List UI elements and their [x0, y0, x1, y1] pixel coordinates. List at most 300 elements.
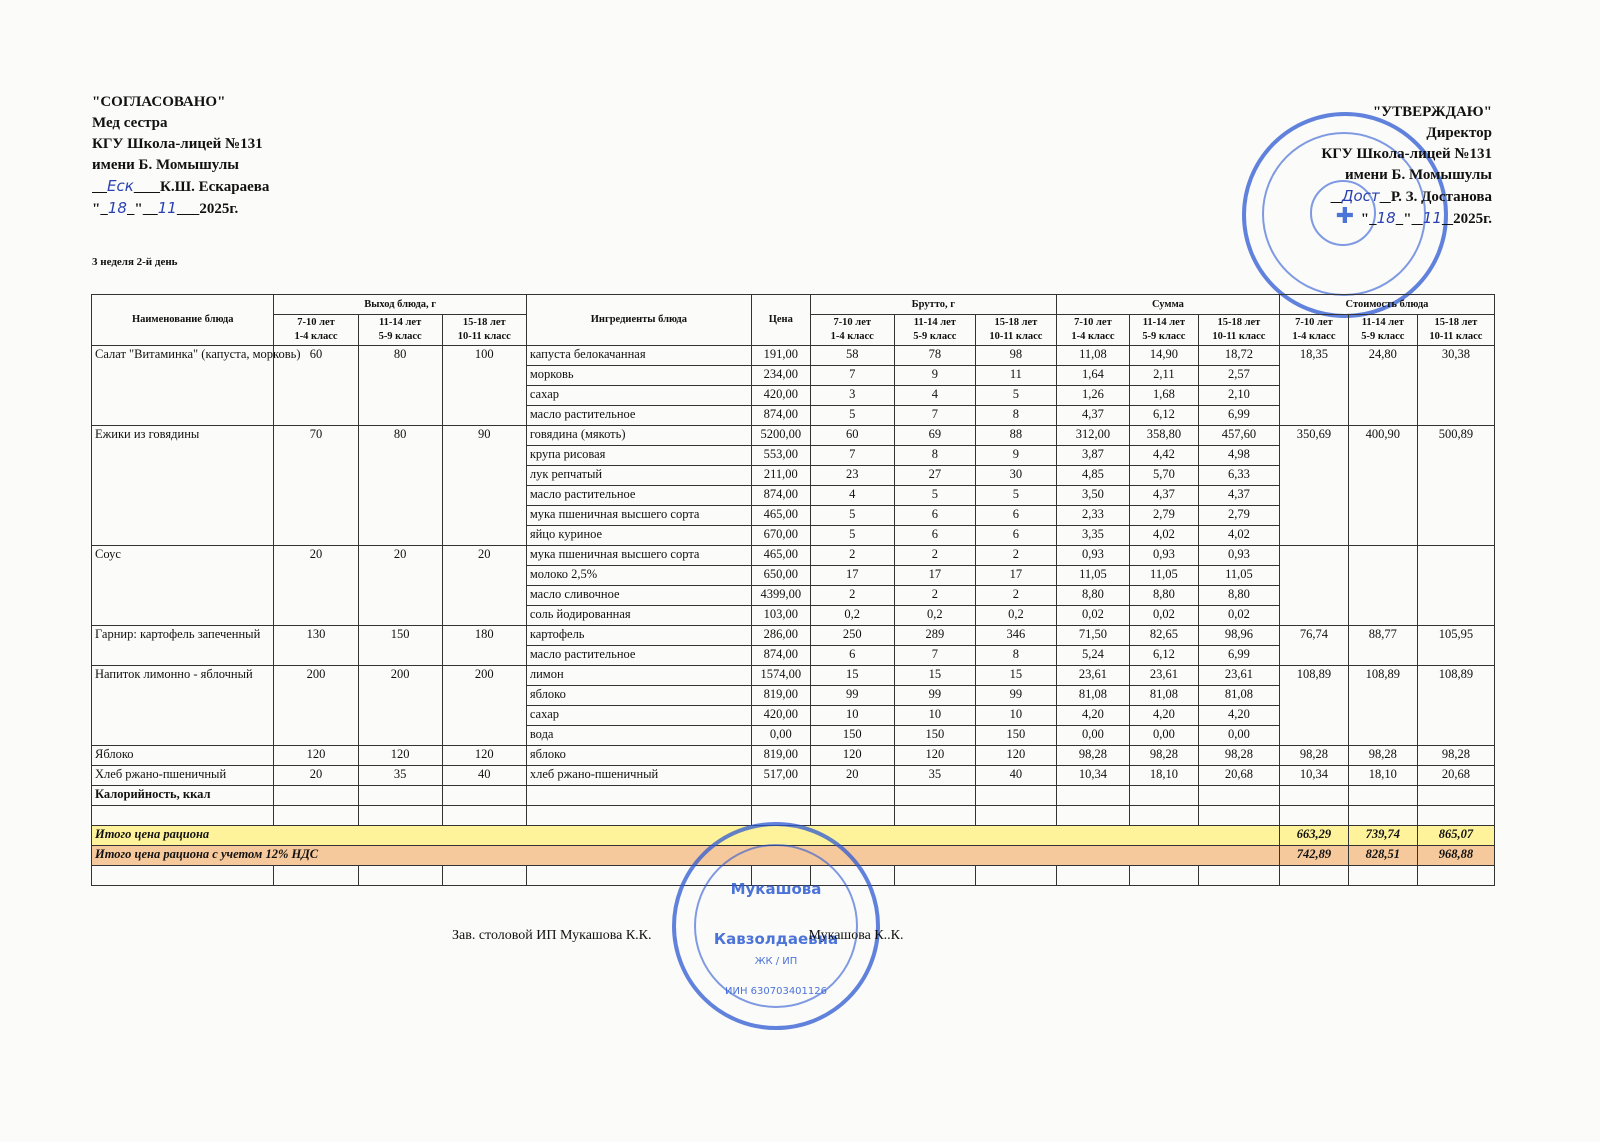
- brutto-value: 2: [894, 546, 975, 566]
- brutto-value: 10: [975, 706, 1056, 726]
- brutto-value: 98: [975, 346, 1056, 366]
- brutto-value: 7: [810, 446, 894, 466]
- sum-value: 1,68: [1129, 386, 1198, 406]
- sum-value: 2,33: [1056, 506, 1129, 526]
- date-day: 18: [1376, 209, 1396, 227]
- dish-cost: 10,34: [1279, 766, 1348, 786]
- brutto-value: 0,2: [975, 606, 1056, 626]
- empty-cell: [274, 786, 358, 806]
- brutto-value: 120: [810, 746, 894, 766]
- sum-value: 10,34: [1056, 766, 1129, 786]
- brutto-value: 150: [810, 726, 894, 746]
- sum-value: 18,10: [1129, 766, 1198, 786]
- dish-cost: 105,95: [1417, 626, 1494, 666]
- ip-stamp: [672, 822, 880, 1030]
- brutto-value: 2: [975, 586, 1056, 606]
- date-line: " 18 " 11 2025г.: [1360, 209, 1492, 227]
- sum-value: 0,93: [1198, 546, 1279, 566]
- total-value: 828,51: [1348, 846, 1417, 866]
- total-value: 742,89: [1279, 846, 1348, 866]
- sum-value: 4,98: [1198, 446, 1279, 466]
- sum-value: 4,37: [1056, 406, 1129, 426]
- brutto-value: 6: [975, 526, 1056, 546]
- approval-title: "УТВЕРЖДАЮ": [1372, 104, 1492, 120]
- sum-value: 81,08: [1129, 686, 1198, 706]
- dish-name: Напиток лимонно - яблочный: [92, 666, 274, 746]
- empty-cell: [526, 786, 751, 806]
- brutto-value: 15: [894, 666, 975, 686]
- sum-value: 82,65: [1129, 626, 1198, 646]
- dish-cost: [1279, 546, 1348, 626]
- header-age-group: 15-18 лет 10-11 класс: [1417, 315, 1494, 346]
- ingredient-price: 553,00: [751, 446, 810, 466]
- header-age-group: 7-10 лет 1-4 класс: [1056, 315, 1129, 346]
- sum-value: 0,00: [1056, 726, 1129, 746]
- empty-cell: [442, 786, 526, 806]
- ingredient-price: 191,00: [751, 346, 810, 366]
- brutto-value: 15: [975, 666, 1056, 686]
- sum-value: 2,10: [1198, 386, 1279, 406]
- empty-cell: [92, 806, 274, 826]
- sum-value: 11,05: [1198, 566, 1279, 586]
- brutto-value: 17: [975, 566, 1056, 586]
- total-label: Итого цена рациона: [92, 826, 1280, 846]
- empty-cell: [1198, 786, 1279, 806]
- dish-output: 35: [358, 766, 442, 786]
- total-value: 968,88: [1417, 846, 1494, 866]
- dish-output: 70: [274, 426, 358, 546]
- empty-cell: [442, 806, 526, 826]
- sum-value: 4,02: [1198, 526, 1279, 546]
- dish-output: 20: [358, 546, 442, 626]
- ingredient-price: 465,00: [751, 546, 810, 566]
- brutto-value: 5: [894, 486, 975, 506]
- week-day-label: 3 неделя 2-й день: [92, 256, 178, 268]
- sum-value: 0,02: [1198, 606, 1279, 626]
- sum-value: 2,79: [1198, 506, 1279, 526]
- stamp-name-2: Кавзолдаевна: [713, 930, 839, 948]
- sum-value: 23,61: [1056, 666, 1129, 686]
- sum-value: 98,28: [1129, 746, 1198, 766]
- empty-cell: [1129, 806, 1198, 826]
- sum-value: 4,42: [1129, 446, 1198, 466]
- dish-output: 40: [442, 766, 526, 786]
- dish-output: 100: [442, 346, 526, 426]
- signer-name: Р. З. Достанова: [1390, 189, 1492, 205]
- dish-cost: 98,28: [1348, 746, 1417, 766]
- signer-name: К.Ш. Ескараева: [160, 179, 270, 195]
- ingredient-name: сахар: [526, 386, 751, 406]
- footer-signer: Мукашова К..К.: [808, 928, 904, 943]
- sum-value: 18,72: [1198, 346, 1279, 366]
- ingredient-price: 874,00: [751, 646, 810, 666]
- header-age-group: 15-18 лет 10-11 класс: [1198, 315, 1279, 346]
- brutto-value: 30: [975, 466, 1056, 486]
- brutto-value: 120: [894, 746, 975, 766]
- table-row: [92, 626, 1495, 646]
- brutto-value: 40: [975, 766, 1056, 786]
- header-age-group: 11-14 лет 5-9 класс: [1348, 315, 1417, 346]
- dish-output: 180: [442, 626, 526, 666]
- sum-value: 6,33: [1198, 466, 1279, 486]
- header-age-group: 7-10 лет 1-4 класс: [1279, 315, 1348, 346]
- dish-output: 120: [274, 746, 358, 766]
- brutto-value: 17: [810, 566, 894, 586]
- sum-value: 23,61: [1198, 666, 1279, 686]
- empty-cell: [1279, 786, 1348, 806]
- brutto-value: 5: [810, 406, 894, 426]
- date-month: 11: [1422, 209, 1442, 227]
- sum-value: 11,05: [1129, 566, 1198, 586]
- sum-value: 6,12: [1129, 646, 1198, 666]
- empty-cell: [526, 806, 751, 826]
- sum-value: 3,50: [1056, 486, 1129, 506]
- sum-value: 4,20: [1198, 706, 1279, 726]
- date-month: 11: [157, 199, 177, 217]
- header-dish-name: Наименование блюда: [92, 295, 274, 346]
- header-sum: Сумма: [1056, 295, 1279, 315]
- ingredient-price: 517,00: [751, 766, 810, 786]
- dish-output: 200: [274, 666, 358, 746]
- sum-value: 358,80: [1129, 426, 1198, 446]
- header-age-group: 11-14 лет 5-9 класс: [358, 315, 442, 346]
- date-year: 2025г.: [199, 201, 239, 217]
- header-output: Выход блюда, г: [274, 295, 526, 315]
- calories-row: [92, 786, 1495, 806]
- brutto-value: 5: [810, 526, 894, 546]
- brutto-value: 99: [810, 686, 894, 706]
- sum-value: 2,57: [1198, 366, 1279, 386]
- ingredient-price: 5200,00: [751, 426, 810, 446]
- header-age-group: 11-14 лет 5-9 класс: [894, 315, 975, 346]
- sum-value: 98,28: [1056, 746, 1129, 766]
- ingredient-price: 465,00: [751, 506, 810, 526]
- empty-cell: [751, 786, 810, 806]
- ingredient-name: лимон: [526, 666, 751, 686]
- empty-cell: [1056, 806, 1129, 826]
- dish-name: Соус: [92, 546, 274, 626]
- brutto-value: 9: [975, 446, 1056, 466]
- brutto-value: 5: [975, 386, 1056, 406]
- dish-cost: 108,89: [1348, 666, 1417, 746]
- ingredient-name: яблоко: [526, 686, 751, 706]
- brutto-value: 78: [894, 346, 975, 366]
- ingredient-price: 650,00: [751, 566, 810, 586]
- approval-block-right: [1321, 102, 1492, 230]
- brutto-value: 5: [975, 486, 1056, 506]
- header-age-group: 15-18 лет 10-11 класс: [975, 315, 1056, 346]
- empty-cell: [1417, 806, 1494, 826]
- ingredient-name: соль йодированная: [526, 606, 751, 626]
- empty-cell: [810, 806, 894, 826]
- brutto-value: 2: [810, 546, 894, 566]
- sum-value: 71,50: [1056, 626, 1129, 646]
- table-row: [92, 766, 1495, 786]
- brutto-value: 346: [975, 626, 1056, 646]
- header-price: Цена: [751, 295, 810, 346]
- ingredient-name: крупа рисовая: [526, 446, 751, 466]
- sum-value: 6,99: [1198, 646, 1279, 666]
- brutto-value: 2: [894, 586, 975, 606]
- brutto-value: 11: [975, 366, 1056, 386]
- brutto-value: 0,2: [810, 606, 894, 626]
- empty-cell: [1056, 786, 1129, 806]
- empty-cell: [358, 866, 442, 886]
- sum-value: 8,80: [1056, 586, 1129, 606]
- dish-output: 200: [358, 666, 442, 746]
- school-name: КГУ Школа-лицей №131: [1321, 146, 1492, 162]
- empty-cell: [1129, 786, 1198, 806]
- sum-value: 5,70: [1129, 466, 1198, 486]
- brutto-value: 27: [894, 466, 975, 486]
- sum-value: 1,26: [1056, 386, 1129, 406]
- brutto-value: 17: [894, 566, 975, 586]
- calories-label: Калорийность, ккал: [92, 786, 274, 806]
- sum-value: 4,20: [1129, 706, 1198, 726]
- header-dish-cost: Стоимость блюда: [1279, 295, 1494, 315]
- empty-cell: [1348, 866, 1417, 886]
- brutto-value: 69: [894, 426, 975, 446]
- ingredient-price: 874,00: [751, 406, 810, 426]
- ingredient-name: сахар: [526, 706, 751, 726]
- empty-cell: [1198, 866, 1279, 886]
- dish-output: 20: [442, 546, 526, 626]
- brutto-value: 2: [810, 586, 894, 606]
- dish-cost: 20,68: [1417, 766, 1494, 786]
- sum-value: 11,08: [1056, 346, 1129, 366]
- handwritten-signature: Еск: [107, 177, 134, 195]
- ingredient-price: 286,00: [751, 626, 810, 646]
- dish-cost: 350,69: [1279, 426, 1348, 546]
- brutto-value: 8: [975, 406, 1056, 426]
- empty-cell: [1279, 866, 1348, 886]
- ingredient-price: 819,00: [751, 746, 810, 766]
- handwritten-signature: Дост: [1341, 187, 1380, 205]
- brutto-value: 7: [894, 406, 975, 426]
- brutto-value: 289: [894, 626, 975, 646]
- brutto-value: 250: [810, 626, 894, 646]
- date-day: 18: [107, 199, 127, 217]
- brutto-value: 99: [894, 686, 975, 706]
- sum-value: 4,37: [1129, 486, 1198, 506]
- ingredient-name: хлеб ржано-пшеничный: [526, 766, 751, 786]
- sum-value: 2,79: [1129, 506, 1198, 526]
- ingredient-name: яблоко: [526, 746, 751, 766]
- empty-cell: [894, 786, 975, 806]
- empty-cell: [1129, 866, 1198, 886]
- ingredient-name: масло сливочное: [526, 586, 751, 606]
- brutto-value: 20: [810, 766, 894, 786]
- dish-cost: [1417, 546, 1494, 626]
- brutto-value: 10: [810, 706, 894, 726]
- ingredient-price: 819,00: [751, 686, 810, 706]
- dish-output: 150: [358, 626, 442, 666]
- ingredient-name: масло растительное: [526, 486, 751, 506]
- dish-cost: 400,90: [1348, 426, 1417, 546]
- date-line: " 18 " 11 2025г.: [92, 199, 239, 217]
- brutto-value: 15: [810, 666, 894, 686]
- school-name-2: имени Б. Момышулы: [92, 157, 239, 173]
- empty-cell: [1348, 786, 1417, 806]
- sum-value: 14,90: [1129, 346, 1198, 366]
- sum-value: 4,37: [1198, 486, 1279, 506]
- dish-output: 120: [442, 746, 526, 766]
- dish-cost: 76,74: [1279, 626, 1348, 666]
- dish-cost: 98,28: [1279, 746, 1348, 766]
- header-ingredients: Ингредиенты блюда: [526, 295, 751, 346]
- ingredient-name: капуста белокачанная: [526, 346, 751, 366]
- brutto-value: 6: [810, 646, 894, 666]
- empty-cell: [92, 866, 274, 886]
- ingredient-name: мука пшеничная высшего сорта: [526, 546, 751, 566]
- sum-value: 0,00: [1198, 726, 1279, 746]
- school-name: КГУ Школа-лицей №131: [92, 136, 263, 152]
- sum-value: 6,12: [1129, 406, 1198, 426]
- dish-cost: 18,35: [1279, 346, 1348, 426]
- dish-cost: 30,38: [1417, 346, 1494, 426]
- signature-line: [1321, 186, 1492, 208]
- brutto-value: 6: [975, 506, 1056, 526]
- sum-value: 4,02: [1129, 526, 1198, 546]
- empty-cell: [358, 806, 442, 826]
- empty-cell: [1279, 806, 1348, 826]
- brutto-value: 88: [975, 426, 1056, 446]
- dish-name: Хлеб ржано-пшеничный: [92, 766, 274, 786]
- brutto-value: 7: [810, 366, 894, 386]
- sum-value: 6,99: [1198, 406, 1279, 426]
- empty-cell: [975, 786, 1056, 806]
- dish-output: 60: [274, 346, 358, 426]
- total-value: 739,74: [1348, 826, 1417, 846]
- brutto-value: 0,2: [894, 606, 975, 626]
- brutto-value: 99: [975, 686, 1056, 706]
- dish-cost: 18,10: [1348, 766, 1417, 786]
- date-year: 2025г.: [1453, 211, 1492, 227]
- brutto-value: 4: [810, 486, 894, 506]
- sum-value: 4,20: [1056, 706, 1129, 726]
- sum-value: 23,61: [1129, 666, 1198, 686]
- table-row: [92, 426, 1495, 446]
- total-label: Итого цена рациона с учетом 12% НДС: [92, 846, 1280, 866]
- ingredient-price: 4399,00: [751, 586, 810, 606]
- empty-cell: [975, 866, 1056, 886]
- empty-cell: [1348, 806, 1417, 826]
- empty-cell: [274, 866, 358, 886]
- signature-line: [92, 176, 269, 198]
- sum-value: 0,00: [1129, 726, 1198, 746]
- sum-value: 0,02: [1129, 606, 1198, 626]
- sum-value: 81,08: [1056, 686, 1129, 706]
- ingredient-price: 670,00: [751, 526, 810, 546]
- menu-table: [91, 294, 1495, 886]
- brutto-value: 7: [894, 646, 975, 666]
- table-row: [92, 546, 1495, 566]
- approval-block-left: [92, 92, 269, 220]
- brutto-value: 150: [975, 726, 1056, 746]
- sum-value: 457,60: [1198, 426, 1279, 446]
- ingredient-name: молоко 2,5%: [526, 566, 751, 586]
- ingredient-price: 420,00: [751, 386, 810, 406]
- brutto-value: 10: [894, 706, 975, 726]
- sum-value: 8,80: [1198, 586, 1279, 606]
- ingredient-name: морковь: [526, 366, 751, 386]
- ingredient-name: вода: [526, 726, 751, 746]
- ingredient-price: 1574,00: [751, 666, 810, 686]
- ingredient-price: 211,00: [751, 466, 810, 486]
- approver-role: Мед сестра: [92, 115, 168, 131]
- sum-value: 4,85: [1056, 466, 1129, 486]
- stamp-iin: ИИН 630703401126: [724, 986, 827, 997]
- header-brutto: Брутто, г: [810, 295, 1056, 315]
- empty-cell: [442, 866, 526, 886]
- sum-value: 98,96: [1198, 626, 1279, 646]
- ingredient-price: 103,00: [751, 606, 810, 626]
- dish-output: 80: [358, 426, 442, 546]
- sum-value: 1,64: [1056, 366, 1129, 386]
- ingredient-price: 0,00: [751, 726, 810, 746]
- dish-cost: 108,89: [1279, 666, 1348, 746]
- empty-cell: [894, 866, 975, 886]
- table-row: [92, 666, 1495, 686]
- dish-cost: 98,28: [1417, 746, 1494, 766]
- table-row: [92, 746, 1495, 766]
- ingredient-price: 874,00: [751, 486, 810, 506]
- brutto-value: 23: [810, 466, 894, 486]
- sum-value: 11,05: [1056, 566, 1129, 586]
- sum-value: 3,35: [1056, 526, 1129, 546]
- total-value: 865,07: [1417, 826, 1494, 846]
- table-row: [92, 346, 1495, 366]
- school-name-2: имени Б. Момышулы: [1345, 167, 1492, 183]
- dish-output: 80: [358, 346, 442, 426]
- ingredient-name: яйцо куриное: [526, 526, 751, 546]
- ingredient-name: масло растительное: [526, 646, 751, 666]
- brutto-value: 9: [894, 366, 975, 386]
- brutto-value: 6: [894, 526, 975, 546]
- empty-cell: [810, 786, 894, 806]
- sum-value: 8,80: [1129, 586, 1198, 606]
- dish-output: 200: [442, 666, 526, 746]
- footer-signature-line: [452, 928, 904, 944]
- header-age-group: 11-14 лет 5-9 класс: [1129, 315, 1198, 346]
- approver-role: Директор: [1426, 125, 1492, 141]
- dish-name: Гарнир: картофель запеченный: [92, 626, 274, 666]
- empty-cell: [975, 806, 1056, 826]
- empty-cell: [894, 806, 975, 826]
- stamp-code: ЖК / ИП: [754, 956, 798, 967]
- brutto-value: 60: [810, 426, 894, 446]
- sum-value: 0,93: [1056, 546, 1129, 566]
- stamp-name-1: Мукашова: [730, 880, 822, 898]
- dish-output: 20: [274, 766, 358, 786]
- dish-name: Салат "Витаминка" (капуста, морковь): [92, 346, 274, 426]
- brutto-value: 8: [975, 646, 1056, 666]
- ingredient-price: 420,00: [751, 706, 810, 726]
- empty-cell: [358, 786, 442, 806]
- sum-value: 98,28: [1198, 746, 1279, 766]
- brutto-value: 4: [894, 386, 975, 406]
- footer-label: Зав. столовой ИП Мукашова К.К.: [452, 928, 652, 943]
- dish-name: Ежики из говядины: [92, 426, 274, 546]
- brutto-value: 5: [810, 506, 894, 526]
- brutto-value: 3: [810, 386, 894, 406]
- sum-value: 81,08: [1198, 686, 1279, 706]
- total-value: 663,29: [1279, 826, 1348, 846]
- ingredient-name: говядина (мякоть): [526, 426, 751, 446]
- dish-name: Яблоко: [92, 746, 274, 766]
- ingredient-name: картофель: [526, 626, 751, 646]
- ingredient-name: лук репчатый: [526, 466, 751, 486]
